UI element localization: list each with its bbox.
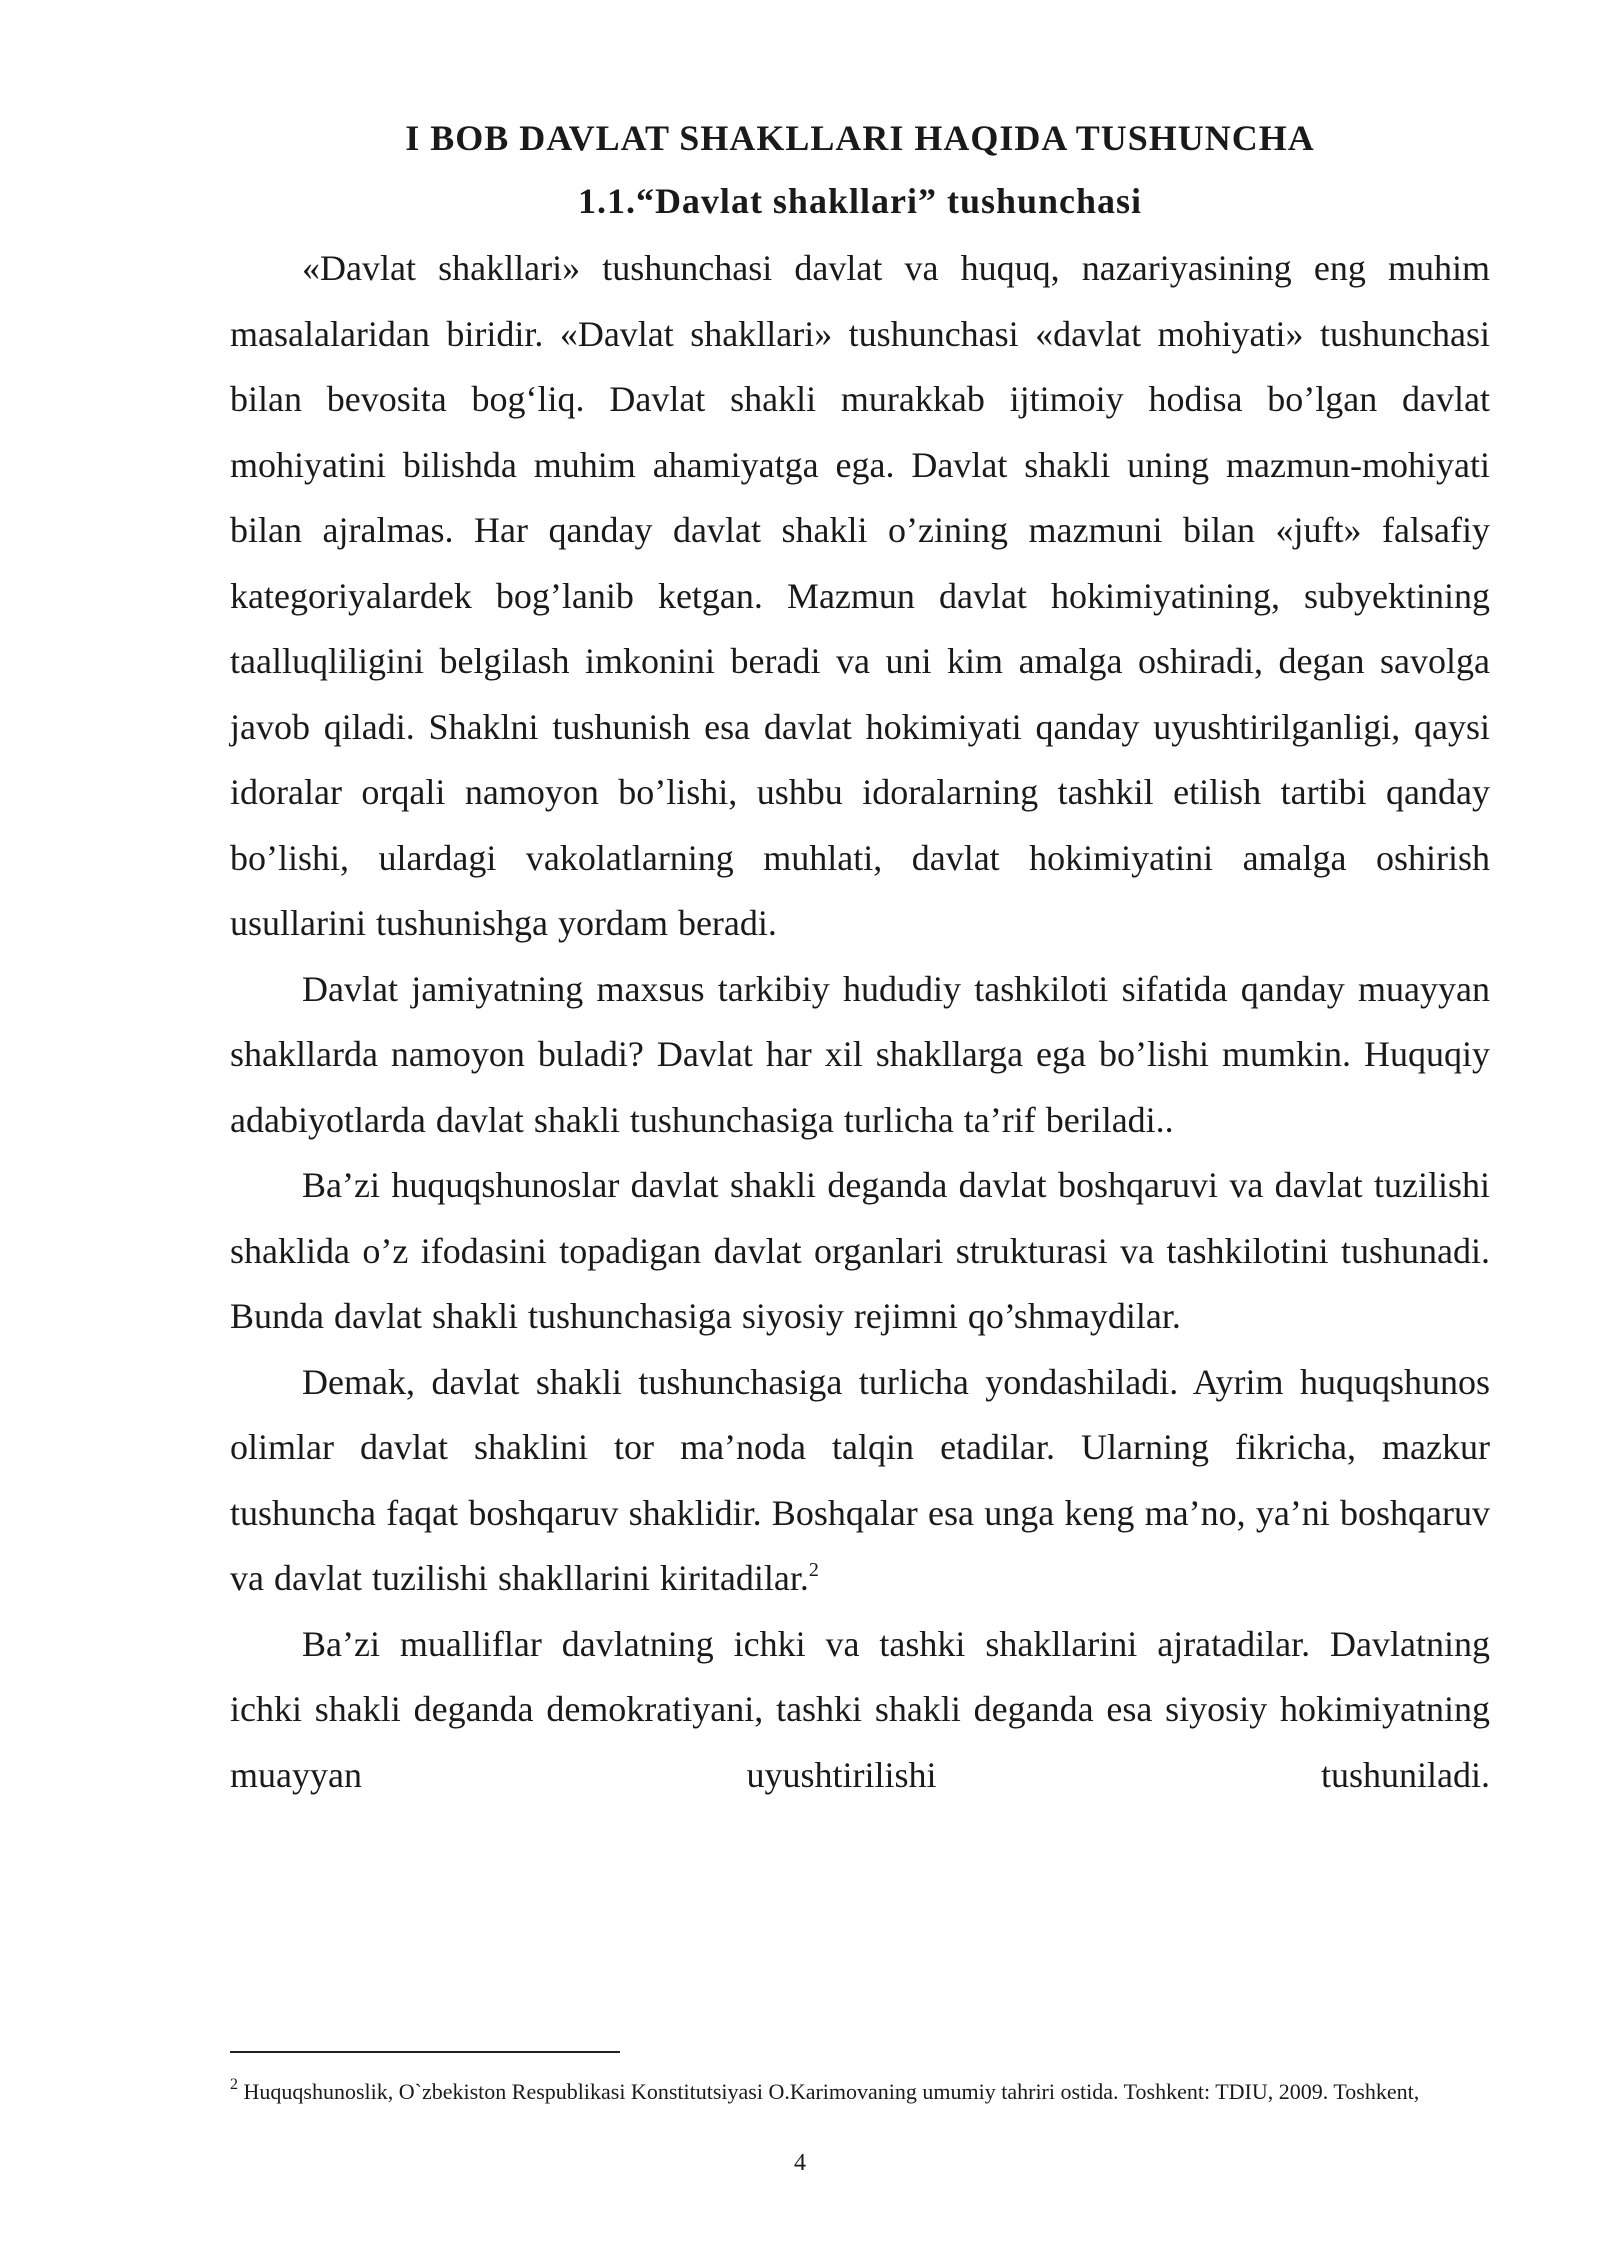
- footnote-separator: [230, 2051, 620, 2053]
- page-number: 4: [794, 2150, 806, 2176]
- chapter-title: I BOB DAVLAT SHAKLLARI HAQIDA TUSHUNCHA: [405, 118, 1315, 158]
- paragraph-5: Ba’zi mualliflar davlatning ichki va tashki shakllarini ajratadilar. Davlatning ichki shakli deganda demokratiyani, tashki shakli deganda esa siyosiy hokimiyatning muayyan uyushtirilishi tushuniladi.: [230, 1623, 1490, 1795]
- paragraph-1: «Davlat shakllari» tushunchasi davlat va huquq, nazariyasining eng muhim masalalaridan biridir. «Davlat shakllari» tushunchasi «davlat mohiyati» tushunchasi bilan bevosita bog‘liq. Davlat shakli murakkab ijtimoiy hodisa bo’lgan davlat mohiyatini bilishda muhim ahamiyatga ega. Davlat shakli uning mazmun-mohiyati bilan ajralmas. Har qanday davlat shakli o’zining mazmuni bilan «juft» falsafiy kategoriyalardek bog’lanib ketgan. Mazmun davlat hokimiyatining, subyektining taalluqliligini belgilash imkonini beradi va uni kim amalga oshiradi, degan savolga javob qiladi. Shaklni tushunish esa davlat hokimiyati qanday uyushtirilganligi, qaysi idoralar orqali namoyon bo’lishi, ushbu idoralarning tashkil etilish tartibi qanday bo’lishi, ulardagi vakolatlarning muhlati, davlat hokimiyatini amalga oshirish usullarini tushunishga yordam beradi.: [230, 248, 1490, 943]
- footnote: [230, 2068, 1430, 2116]
- footnote-number: 2: [230, 2076, 238, 2093]
- paragraph-4: [230, 1350, 1490, 1612]
- paragraph-3: Ba’zi huquqshunoslar davlat shakli deganda davlat boshqaruvi va davlat tuzilishi shaklida o’z ifodasini topadigan davlat organlari strukturasi va tashkilotini tushunadi. Bunda davlat shakli tushunchasiga siyosiy rejimni qo’shmaydilar.: [230, 1165, 1490, 1336]
- page-content: [230, 110, 1490, 1808]
- paragraph-2: Davlat jamiyatning maxsus tarkibiy hududiy tashkiloti sifatida qanday muayyan shakllarda namoyon buladi? Davlat har xil shakllarga ega bo’lishi mumkin. Huquqiy adabiyotlarda davlat shakli tushunchasiga turlicha ta’rif beriladi..: [230, 968, 1490, 1140]
- footnote-text: Huquqshunoslik, O`zbekiston Respublikasi Konstitutsiyasi O.Karimovaning umumiy tahriri ostida. Toshkent: TDIU, 2009. Toshkent,: [243, 2079, 1420, 2104]
- footnote-reference[interactable]: 2: [808, 1559, 819, 1581]
- section-title: 1.1.“Davlat shakllari” tushunchasi: [577, 181, 1143, 221]
- paragraph-4-text: Demak, davlat shakli tushunchasiga turlicha yondashiladi. Ayrim huquqshunos olimlar davlat shaklini tor ma’noda talqin etadilar. Ularning fikricha, mazkur tushuncha faqat boshqaruv shaklidir. Boshqalar esa unga keng ma’no, ya’ni boshqaruv va davlat tuzilishi shakllarini kiritadilar.: [230, 1361, 1490, 1598]
